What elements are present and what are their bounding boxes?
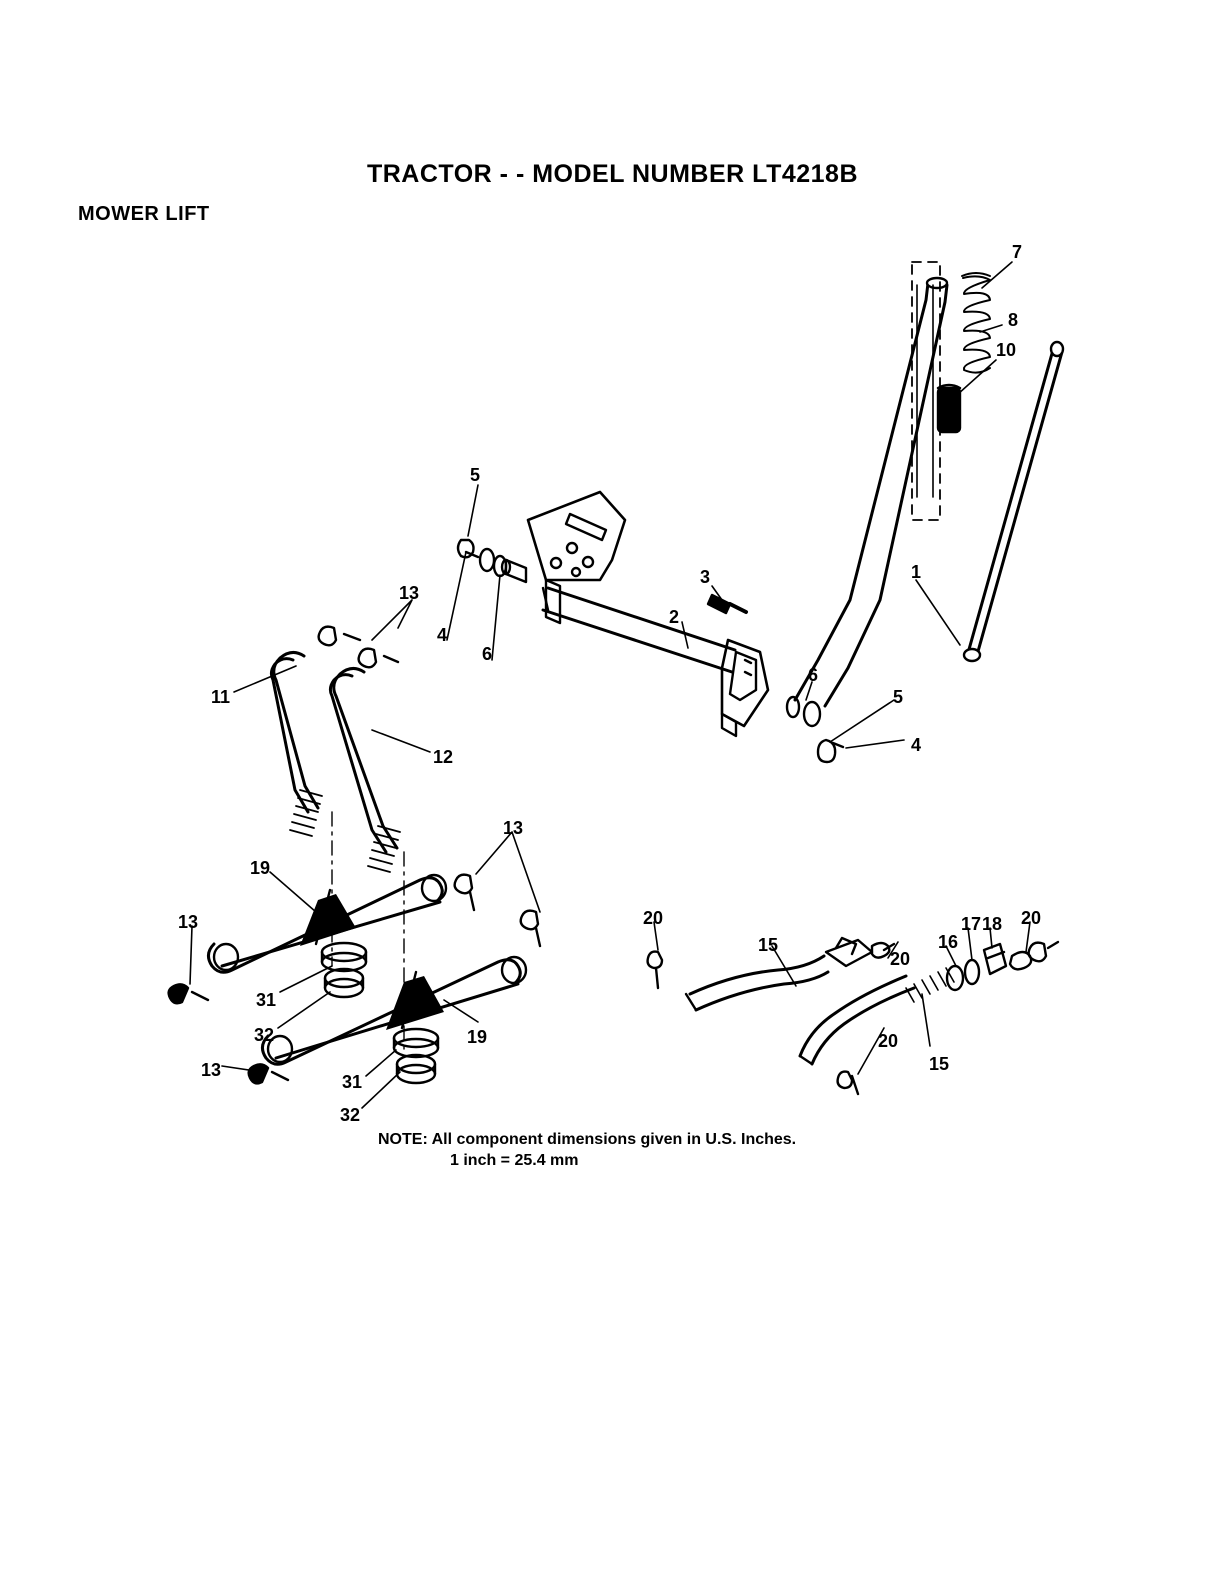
callout-12: 12 bbox=[433, 747, 454, 767]
callout-19-a: 19 bbox=[250, 858, 271, 878]
callout-10: 10 bbox=[996, 340, 1017, 360]
callout-15-a: 15 bbox=[758, 935, 779, 955]
callout-20-d: 20 bbox=[878, 1031, 899, 1051]
callout-2: 2 bbox=[669, 607, 680, 627]
callout-7: 7 bbox=[1012, 242, 1023, 262]
page-title: TRACTOR - - MODEL NUMBER LT4218B bbox=[366, 160, 859, 188]
callout-32-b: 32 bbox=[340, 1105, 361, 1125]
dimensions-note bbox=[378, 1130, 796, 1172]
callout-19-b: 19 bbox=[467, 1027, 488, 1047]
callout-5-b: 5 bbox=[893, 687, 904, 707]
callout-20-b: 20 bbox=[890, 949, 911, 969]
callout-32-a: 32 bbox=[254, 1025, 275, 1045]
callout-4-a: 4 bbox=[437, 625, 448, 645]
section-label: MOWER LIFT bbox=[78, 203, 210, 225]
callout-6-a: 6 bbox=[482, 644, 493, 664]
callout-6-b: 6 bbox=[808, 665, 819, 685]
callout-20-a: 20 bbox=[643, 908, 664, 928]
callout-8: 8 bbox=[1008, 310, 1019, 330]
callout-13-d: 13 bbox=[201, 1060, 222, 1080]
callout-31-a: 31 bbox=[256, 990, 277, 1010]
callout-13-a: 13 bbox=[399, 583, 420, 603]
callout-13-b: 13 bbox=[503, 818, 524, 838]
note-line-2: 1 inch = 25.4 mm bbox=[450, 1151, 579, 1169]
callout-3: 3 bbox=[700, 567, 711, 587]
callout-31-b: 31 bbox=[342, 1072, 363, 1092]
callout-1: 1 bbox=[911, 562, 922, 582]
callout-20-c: 20 bbox=[1021, 908, 1042, 928]
callout-18: 18 bbox=[982, 914, 1003, 934]
callout-16: 16 bbox=[938, 932, 959, 952]
note-line-1: NOTE: All component dimensions given in U.S. Inches. bbox=[378, 1131, 797, 1148]
callout-13-c: 13 bbox=[178, 912, 199, 932]
callout-17: 17 bbox=[961, 914, 982, 934]
callout-11: 11 bbox=[211, 687, 231, 707]
callout-15-b: 15 bbox=[929, 1054, 950, 1074]
callout-5-a: 5 bbox=[470, 465, 481, 485]
callout-4-b: 4 bbox=[911, 735, 922, 755]
